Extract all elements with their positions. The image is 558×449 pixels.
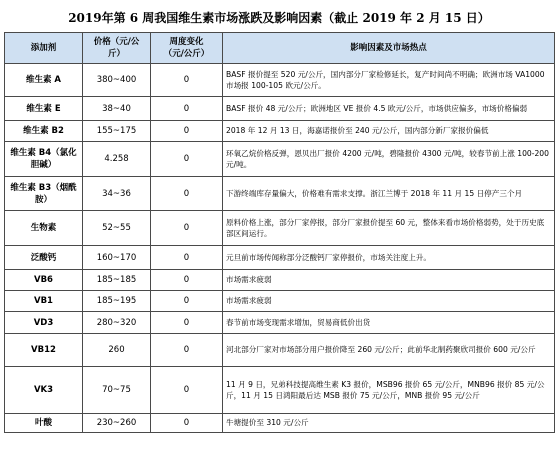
market-factor: 原料价格上涨，部分厂家停报，部分厂家报价提至 60 元，整体来看市场价格弱势，处于历史底部区间运行。 [223,211,555,246]
price-range: 4.258 [83,142,151,177]
additive-name: 泛酸钙 [5,246,83,270]
additive-name: 维生素 B2 [5,121,83,142]
additive-name: 维生素 B3（烟酰胺） [5,177,83,211]
market-factor: 环氧乙烷价格反弹，恩贝出厂报价 4200 元/吨，碧隆报价 4300 元/吨，较春节前上涨 100-200 元/吨。 [223,142,555,177]
header-row [5,33,555,64]
price-range: 34~36 [83,177,151,211]
price-range: 185~195 [83,291,151,312]
market-factor: 下游终端库存量偏大，价格难有需求支撑。浙江兰博于 2018 年 11 月 15 日停产三个月 [223,177,555,211]
market-factor: 牛塘提价至 310 元/公斤 [223,414,555,433]
price-range: 38~40 [83,97,151,121]
price-range: 155~175 [83,121,151,142]
market-factor: 市场需求疲弱 [223,270,555,291]
price-range: 280~320 [83,312,151,334]
table-row [5,211,555,246]
additive-name: 生物素 [5,211,83,246]
weekly-change: 0 [151,97,223,121]
table-row [5,270,555,291]
weekly-change: 0 [151,142,223,177]
header-additive: 添加剂 [5,33,83,64]
additive-name: VK3 [5,367,83,414]
additive-name: VD3 [5,312,83,334]
weekly-change: 0 [151,177,223,211]
vitamin-price-table [4,32,555,433]
additive-name: VB1 [5,291,83,312]
table-title: 2019年第 6 周我国维生素市场涨跌及影响因素（截止 2019 年 2 月 15 日） [68,11,490,25]
table-row [5,367,555,414]
table-row [5,64,555,97]
price-range: 260 [83,334,151,367]
market-factor: 2018 年 12 月 13 日，海嘉诺报价至 240 元/公斤，国内部分新厂家报价偏低 [223,121,555,142]
table-row [5,121,555,142]
table-row [5,291,555,312]
table-row [5,312,555,334]
additive-name: 叶酸 [5,414,83,433]
header-price: 价格（元/公 斤） [83,33,151,64]
market-factor: BASF 报价提至 520 元/公斤，国内部分厂家检修延长，复产时间尚不明确；欧洲市场 VA1000 市场报 100-105 欧元/公斤。 [223,64,555,97]
additive-name: 维生素 E [5,97,83,121]
additive-name: VB6 [5,270,83,291]
price-table-sheet [4,4,554,445]
weekly-change: 0 [151,64,223,97]
weekly-change: 0 [151,291,223,312]
price-range: 230~260 [83,414,151,433]
additive-name: VB12 [5,334,83,367]
table-row [5,142,555,177]
additive-name: 维生素 A [5,64,83,97]
table-row [5,334,555,367]
market-factor: 市场需求疲弱 [223,291,555,312]
additive-name: 维生素 B4（氯化胆碱） [5,142,83,177]
market-factor: 春节前市场变现需求增加，贸易商低价出货 [223,312,555,334]
price-range: 70~75 [83,367,151,414]
weekly-change: 0 [151,367,223,414]
weekly-change: 0 [151,246,223,270]
weekly-change: 0 [151,121,223,142]
market-factor: 河北部分厂家对市场部分用户报价降至 260 元/公斤；此前华北制药聚欣司报价 600 元/公斤 [223,334,555,367]
market-factor: 11 月 9 日，兄弟科技提高维生素 K3 报价，MSB96 报价 65 元/公斤，MNB96 报价 85 元/公斤，11 月 15 日鸿阳最后达 MSB 报价 75 元/公斤，MNB 报价 95 元/公斤 [223,367,555,414]
price-range: 160~170 [83,246,151,270]
header-weekly-change: 周度变化 （元/公斤） [151,33,223,64]
weekly-change: 0 [151,270,223,291]
table-row [5,246,555,270]
weekly-change: 0 [151,414,223,433]
table-row [5,177,555,211]
weekly-change: 0 [151,312,223,334]
weekly-change: 0 [151,211,223,246]
market-factor: 元旦前市场传闻称部分泛酸钙厂家停报价，市场关注度上升。 [223,246,555,270]
market-factor: BASF 报价 48 元/公斤；欧洲地区 VE 报价 4.5 欧元/公斤，市场供应偏多，市场价格偏弱 [223,97,555,121]
price-range: 185~185 [83,270,151,291]
table-row [5,414,555,433]
price-range: 52~55 [83,211,151,246]
price-range: 380~400 [83,64,151,97]
header-factors: 影响因素及市场热点 [223,33,555,64]
weekly-change: 0 [151,334,223,367]
table-row [5,97,555,121]
